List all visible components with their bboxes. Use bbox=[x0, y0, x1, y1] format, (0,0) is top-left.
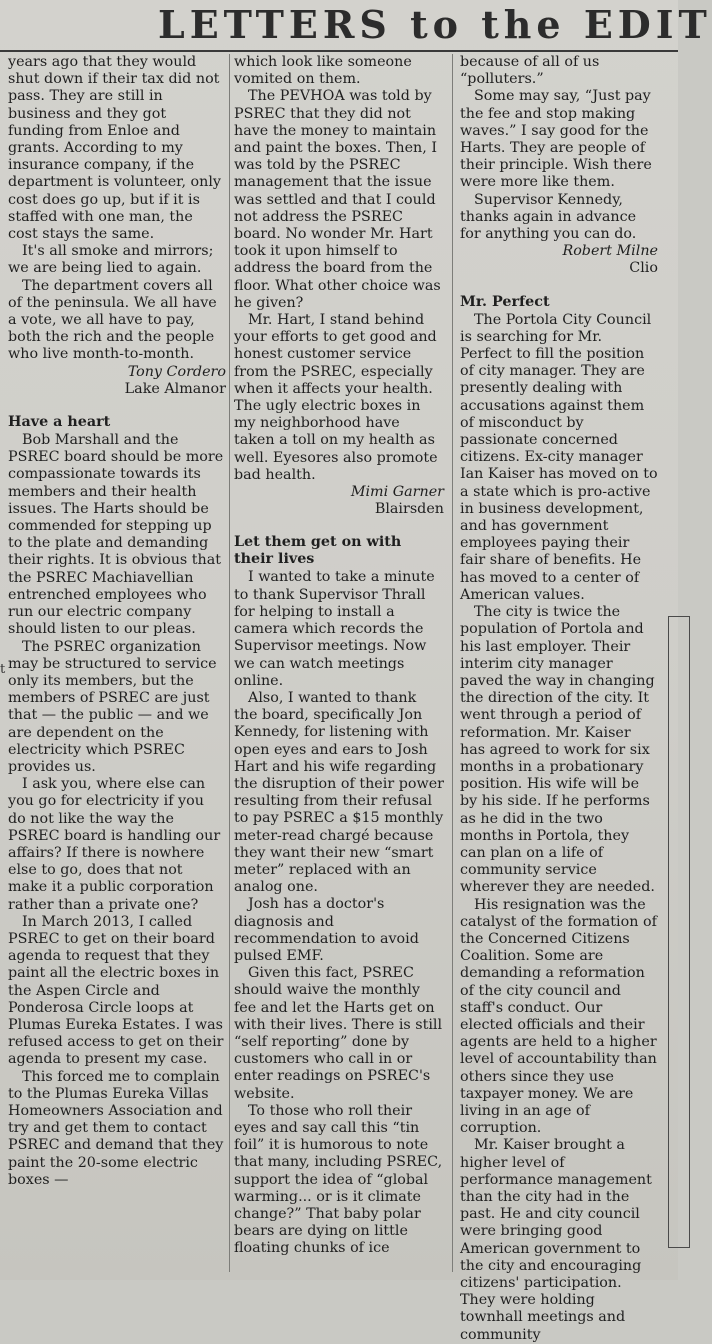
paragraph: I ask you, where else can you go for electricity if you do not like the way the PSREC board is handling our affairs? If there is nowhere else to go, does that not make it a public corporation rather than a private one? bbox=[8, 776, 221, 913]
paragraph: Supervisor Kennedy, thanks again in advance for anything you can do. bbox=[460, 191, 637, 243]
column-divider bbox=[229, 54, 230, 1272]
paragraph: Bob Marshall and the PSREC board should be more compassionate towards its members and their health issues. The Harts should be commended for stepping up to the plate and demanding their rights. It is obvious that the PSREC Machiavellian entrenched employees who run our electric company should listen to our pleas. bbox=[8, 432, 224, 638]
paragraph: The PSREC organization may be structured to service only its members, but the members of PSREC are just that — the public — and we are dependent on the electricity which PSREC provides us. bbox=[8, 638, 217, 775]
paragraph: The PEVHOA was told by PSREC that they did not have the money to maintain and paint the boxes. Then, I was told by the PSREC management that the issue was settled and that I could not address the PSREC board. No wonder Mr. Hart took it upon himself to address the board from the floor. What other choice was he given? bbox=[234, 88, 441, 311]
margin-fragment: t bbox=[0, 662, 6, 677]
section-title: LETTERS to the EDIT bbox=[158, 2, 712, 47]
paragraph: His resignation was the catalyst of the formation of the Concerned Citizens Coalition. Some are demanding a reformation of the city council and staff's conduct. Our elected officials and their agents are held to a higher level of accountability than others since they use taxpayer money. We are living in an age of corruption. bbox=[460, 896, 657, 1137]
paragraph: which look like someone vomited on them. bbox=[234, 54, 412, 88]
paragraph: It's all smoke and mirrors; we are being lied to again. bbox=[8, 243, 214, 277]
paragraph: Mr. Hart, I stand behind your efforts to get good and honest customer service from the PSREC, especially when it affects your health. The ugly electric boxes in my neighborhood have taken a toll on my health as well. Eyesores also promote bad health. bbox=[234, 312, 438, 483]
paragraph: In March 2013, I called PSREC to get on their board agenda to request that they paint all the electric boxes in the Aspen Circle and Ponderosa Circle loops at Plumas Eureka Estates. I was refused access to get on their agenda to present my case. bbox=[8, 913, 224, 1068]
column-1 bbox=[8, 54, 226, 1274]
paragraph: To those who roll their eyes and say call this “tin foil” it is humorous to note that many, including PSREC, support the idea of “global warming... or is it climate change?” That baby polar bears are dying on little floating chunks of ice bbox=[234, 1102, 443, 1257]
paragraph: Josh has a doctor's diagnosis and recommendation to avoid pulsed EMF. bbox=[234, 896, 419, 964]
signature-name: Robert Milne bbox=[562, 243, 658, 260]
signature-place: Lake Almanor bbox=[124, 380, 226, 397]
signature-place: Blairsden bbox=[374, 501, 444, 518]
signature-place: Clio bbox=[629, 260, 658, 277]
masthead bbox=[0, 0, 712, 52]
paragraph: because of all of us “polluters.” bbox=[460, 54, 600, 88]
paragraph: Mr. Kaiser brought a higher level of performance management than the city had in the past. He and city council were bringing good American government to the city and encouraging citizens' participation. They were holding townhall meetings and community bbox=[460, 1137, 652, 1343]
signature-name: Mimi Garner bbox=[350, 484, 444, 501]
paragraph: I wanted to take a minute to thank Supervisor Thrall for helping to install a camera which records the Supervisor meetings. Now we can watch meetings online. bbox=[234, 569, 435, 689]
letter-heading: Let them get on with their lives bbox=[234, 534, 402, 568]
paragraph: This forced me to complain to the Plumas Eureka Villas Homeowners Association and try and get them to contact PSREC and demand that they paint the 20-some electric boxes — bbox=[8, 1068, 224, 1188]
adjacent-ad-box bbox=[668, 616, 690, 1248]
paragraph: The Portola City Council is searching for Mr. Perfect to fill the position of city manager. They are presently dealing with accusations against them of misconduct by passionate concerned citizens. Ex-city manager Ian Kaiser has moved on to a state which is pro-active in business development, and has government employees paying their fair share of benefits. He has moved to a center of American values. bbox=[460, 311, 658, 603]
column-divider bbox=[452, 54, 453, 1272]
column-2 bbox=[234, 54, 444, 1274]
letter-heading: Have a heart bbox=[8, 414, 111, 431]
paragraph: Given this fact, PSREC should waive the monthly fee and let the Harts get on with their lives. There is still “self reporting” done by customers who call in or enter readings on PSREC's website. bbox=[234, 965, 443, 1102]
paragraph: The city is twice the population of Portola and his last employer. Their interim city manager paved the way in changing the direction of the city. It went through a period of reformation. Mr. Kaiser has agreed to work for six months in a probationary position. His wife will be by his side. If he performs as he did in the two months in Portola, they can plan on a life of community service wherever they are needed. bbox=[460, 604, 655, 896]
paragraph: The department covers all of the peninsula. We all have a vote, we all have to pay, both the rich and the people who live month-to-month. bbox=[8, 277, 217, 363]
column-3 bbox=[460, 54, 658, 1343]
letter-heading: Mr. Perfect bbox=[460, 293, 550, 310]
signature-name: Tony Cordero bbox=[127, 363, 226, 380]
paragraph: Also, I wanted to thank the board, specifically Jon Kennedy, for listening with open eyes and ears to Josh Hart and his wife regarding the disruption of their power resulting from their refusal to pay PSREC a $15 monthly meter-read chargé because they want their new “smart meter” replaced with an analog one. bbox=[234, 689, 444, 896]
paragraph: Some may say, “Just pay the fee and stop making waves.” I say good for the Harts. They are people of their principle. Wish there were more like them. bbox=[460, 88, 652, 191]
paragraph: years ago that they would shut down if their tax did not pass. They are still in business and they got funding from Enloe and grants. According to my insurance company, if the department is volunteer, only cost does go up, but if it is staffed with one man, the cost stays the same. bbox=[8, 54, 221, 243]
